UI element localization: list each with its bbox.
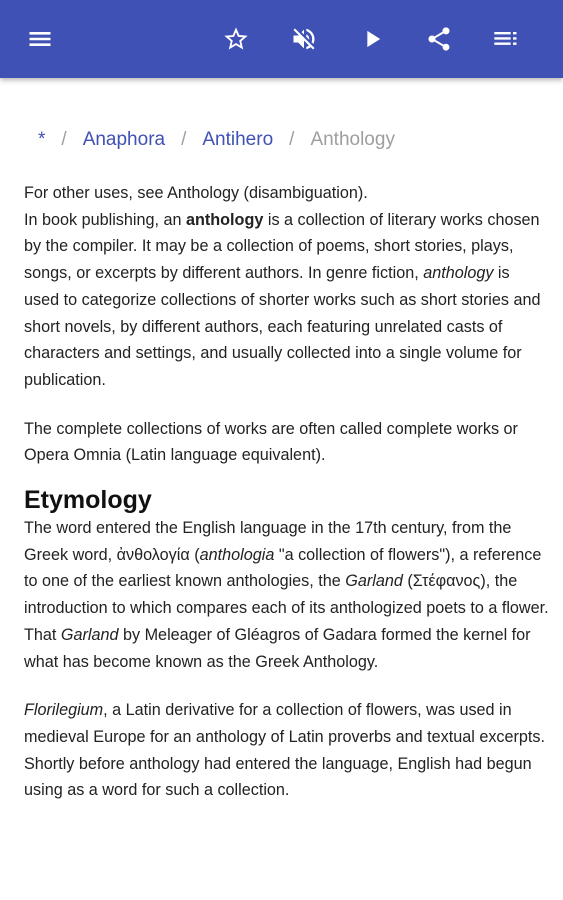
italic-term: anthology (423, 264, 494, 283)
menu-button[interactable] (23, 22, 57, 56)
breadcrumb-item-anaphora[interactable]: Anaphora (82, 129, 166, 150)
italic-term: Garland (345, 572, 403, 591)
breadcrumb-separator: / (61, 129, 67, 150)
breadcrumb-item-antihero[interactable]: Antihero (202, 129, 274, 150)
text: , (414, 264, 424, 283)
florilegium-paragraph (24, 697, 549, 804)
play-button[interactable] (355, 22, 389, 56)
breadcrumb-current: Anthology (310, 129, 395, 150)
hatnote-text[interactable]: For other uses, see Anthology (disambiguation). (24, 184, 368, 202)
italic-term: Garland (60, 625, 119, 644)
contents-button[interactable] (489, 22, 523, 56)
complete-works-paragraph: The complete collections of works are often called complete works or Opera Omnia (Latin language equivalent). (24, 419, 518, 465)
text: The word entered the English language in the 17th century, from the Greek word, ἀνθολογία ( (24, 519, 512, 564)
volume-off-icon (290, 25, 318, 53)
intro-paragraph (24, 207, 549, 394)
breadcrumb-home[interactable]: * (38, 129, 46, 150)
text: "a collection of flowers"), a reference to one of the earliest known anthologies, the (24, 545, 542, 591)
breadcrumb-separator: / (289, 129, 295, 150)
section-heading-etymology: Etymology (24, 486, 152, 515)
text: , a Latin derivative for a collection of flowers, was used in medieval Europe for an anthology of Latin proverbs and textual excerpts. Shortly before anthology had entered the language, English had begun using as a word for such a collection. (24, 701, 546, 800)
share-icon (425, 25, 453, 53)
mute-button[interactable] (287, 22, 321, 56)
list-icon (492, 25, 520, 53)
breadcrumb-separator: / (181, 129, 187, 150)
text: is used to categorize collections of shorter works such as short stories and short novels, by different authors, each featuring unrelated casts of characters and settings, and usually collected into a single volume for publication. (24, 264, 541, 389)
etymology-paragraph (24, 515, 549, 675)
play-icon (358, 25, 386, 53)
italic-term: anthologia (199, 545, 275, 564)
star-icon (222, 25, 250, 53)
breadcrumb (24, 126, 395, 154)
bookmark-button[interactable] (219, 22, 253, 56)
italic-term: Florilegium (24, 701, 104, 720)
hatnote (24, 180, 549, 207)
share-button[interactable] (422, 22, 456, 56)
app-bar (0, 0, 563, 78)
article-body (24, 180, 549, 804)
text: by Meleager of Gléagros of Gadara formed the kernel for what has become known as the Greek Anthology. (24, 625, 531, 671)
genre-fiction-link[interactable]: genre fiction (326, 264, 415, 283)
text: (Στέφανος), the introduction to which compares each of its anthologized poets to a flower. That (24, 572, 549, 644)
menu-icon (26, 25, 54, 53)
text: is a collection of literary works chosen by the compiler. It may be a collection of poems, short stories, plays, songs, or excerpts by different authors. In (24, 210, 540, 283)
bold-term: anthology (186, 210, 264, 229)
text: In book publishing, an (24, 210, 186, 229)
